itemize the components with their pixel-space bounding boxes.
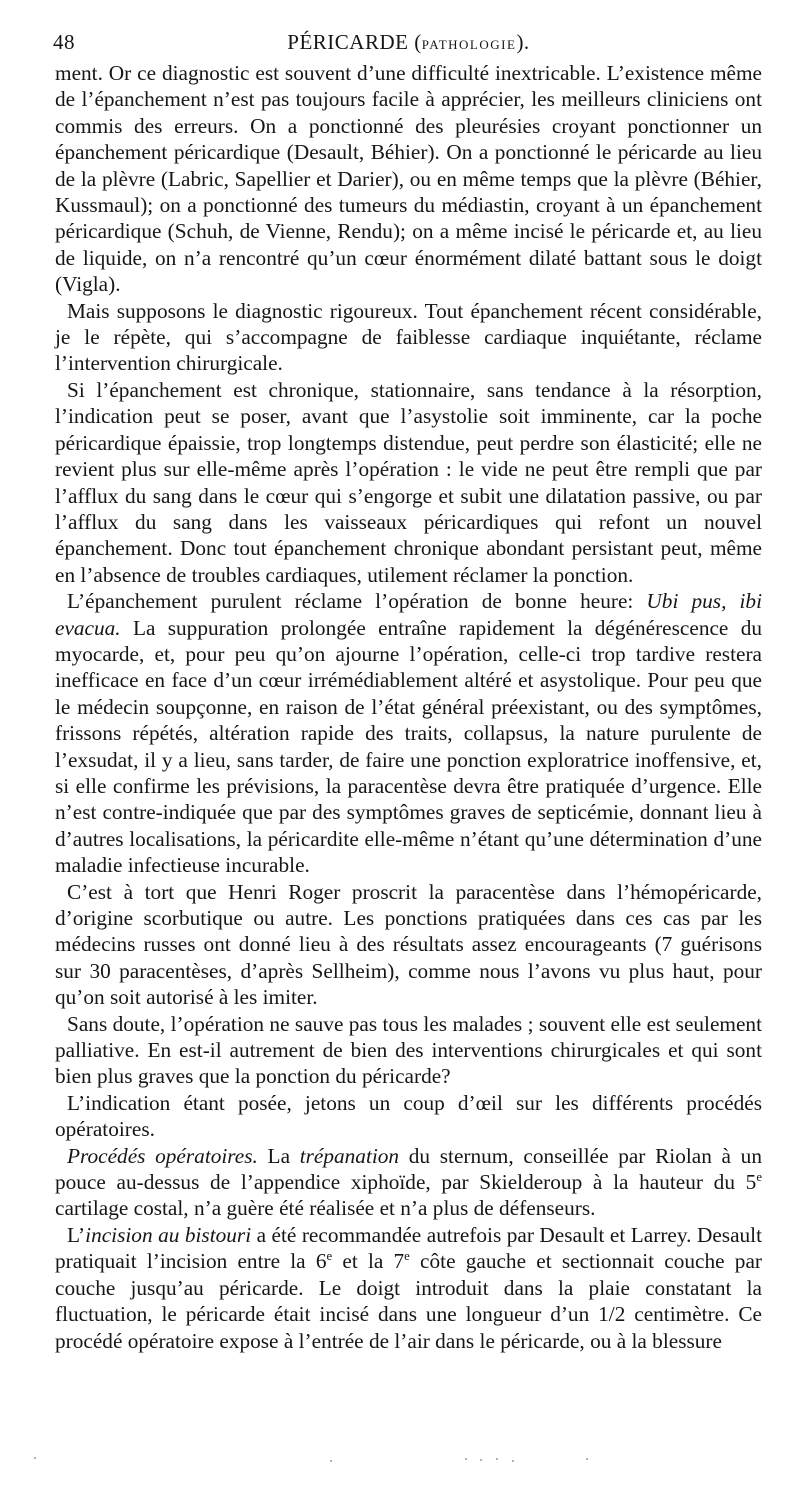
paragraph: [55, 1143, 762, 1222]
paragraph: [55, 298, 762, 377]
paragraph: [55, 60, 762, 298]
running-title: [55, 30, 762, 55]
text-segment: a été recommandée autrefois par Desault et Larrey. Desault pratiquait l’incision entre la 6: [55, 1222, 762, 1274]
body-text: [55, 60, 762, 1354]
text-segment: L’indication étant posée, jetons un coup d’œil sur les différents procédés opératoires.: [55, 1090, 762, 1142]
text-segment: L’: [67, 1222, 86, 1247]
italic-text: trépanation: [299, 1143, 400, 1168]
text-segment: L’épanchement purulent réclame l’opération de bonne heure:: [67, 589, 647, 614]
superscript: e: [404, 1249, 410, 1264]
scan-specks: [0, 1455, 800, 1467]
italic-text: incision au bistouri: [85, 1222, 252, 1247]
paragraph: [55, 1222, 762, 1354]
text-segment: Si l’épanchement est chronique, stationnaire, sans tendance à la résorption, l’indication peut se poser, avant que l’asystolie soit imminente, car la poche péricardique épaissie, trop longtemps distendue, peut perdre son élasticité; elle ne revient plus sur elle-même après l’opération : le vide ne peut être rempli que par l’afflux du sang dans le cœur qui s’engorge et subit une dilatation passive, ou par l’afflux du sang dans les vaisseaux péricardiques qui refont un nouvel épanchement. Donc tout épanchement chronique abondant persistant peut, même en l’absence de troubles cardiaques, utilement réclamer la ponction.: [55, 377, 762, 587]
paragraph: [55, 1090, 762, 1143]
running-title-open: (: [408, 30, 422, 54]
paragraph: [55, 588, 762, 878]
running-title-main: PÉRICARDE: [287, 30, 409, 54]
text-segment: Mais supposons le diagnostic rigoureux. Tout épanchement récent considérable, je le répète, qui s’accompagne de faiblesse cardiaque inquiétante, réclame l’intervention chirurgicale.: [55, 298, 762, 376]
text-segment: du sternum, conseillée par Riolan à un pouce au-dessus de l’appendice xiphoïde, par Skielderoup à la hauteur du 5: [55, 1143, 762, 1195]
text-segment: ment. Or ce diagnostic est souvent d’une difficulté inextricable. L’existence même de l’épanchement n’est pas toujours facile à apprécier, les meilleurs cliniciens ont commis des erreurs. On a ponctionné des pleurésies croyant ponctionner un épanchement péricardique (Desault, Béhier). On a ponctionné le péricarde au lieu de la plèvre (Labric, Sapellier et Darier), ou en même temps que la plèvre (Béhier, Kussmaul); on a ponctionné des tumeurs du médiastin, croyant à un épanchement péricardique (Schuh, de Vienne, Rendu); on a même incisé le péricarde et, au lieu de liquide, on n’a rencontré qu’un cœur énormément dilaté battant sous le doigt (Vigla).: [55, 61, 762, 297]
text-segment: C’est à tort que Henri Roger proscrit la paracentèse dans l’hémopéricarde, d’origine scorbutique ou autre. Les ponctions pratiquées dans ces cas par les médecins russes ont donné lieu à des résultats assez encourageants (7 guérisons sur 30 paracentèses, d’après Sellheim), comme nous l’avons vu plus haut, pour qu’on soit autorisé à les imiter.: [55, 879, 762, 1010]
page-number: 48: [53, 30, 75, 54]
text-segment: La: [257, 1143, 300, 1168]
italic-text: Ubi pus, ibi evacua.: [55, 589, 762, 640]
text-segment: cartilage costal, n’a guère été réalisée et n’a plus de défenseurs.: [55, 1196, 596, 1221]
text-segment: et la 7: [332, 1249, 405, 1274]
text-segment: côte gauche et sectionnait couche par couche jusqu’au péricarde. Le doigt introduit dans la plaie constatant la fluctuation, le péricarde était incisé dans une longueur d’un 1/2 centimètre. Ce procédé opératoire expose à l’entrée de l’air dans le péricarde, ou à la blessure: [55, 1249, 762, 1353]
superscript: e: [326, 1249, 333, 1264]
superscript: e: [756, 1169, 762, 1184]
running-title-smallcaps: PATHOLOGIE: [421, 37, 517, 52]
paragraph: [55, 1011, 762, 1090]
running-title-close: ).: [516, 30, 530, 54]
text-segment: La suppuration prolongée entraîne rapidement la dégénérescence du myocarde, et, pour peu qu’on ajourne l’opération, celle-ci trop tardive restera inefficace en face d’un cœur irrémédiablement altéré et asystolique. Pour peu que le médecin soupçonne, en raison de l’état général préexistant, ou des symptômes, frissons répétés, altération rapide des traits, collapsus, la nature purulente de l’exsudat, il y a lieu, sans tarder, de faire une ponction exploratrice inoffensive, et, si elle confirme les prévisions, la paracentèse devra être pratiquée d’urgence. Elle n’est contre-indiquée que par des symptômes graves de septicémie, donnant lieu à d’autres localisations, la péricardite elle-même n’étant qu’une détermination d’une maladie infectieuse incurable.: [55, 615, 762, 878]
text-segment: Sans doute, l’opération ne sauve pas tous les malades ; souvent elle est seulement palliative. En est-il autrement de bien des interventions chirurgicales et qui sont bien plus graves que la ponction du péricarde?: [55, 1011, 762, 1089]
book-page: [55, 26, 762, 1354]
paragraph: [55, 377, 762, 588]
running-head: [55, 26, 762, 60]
italic-text: Procédés opératoires.: [67, 1143, 258, 1168]
paragraph: [55, 879, 762, 1011]
